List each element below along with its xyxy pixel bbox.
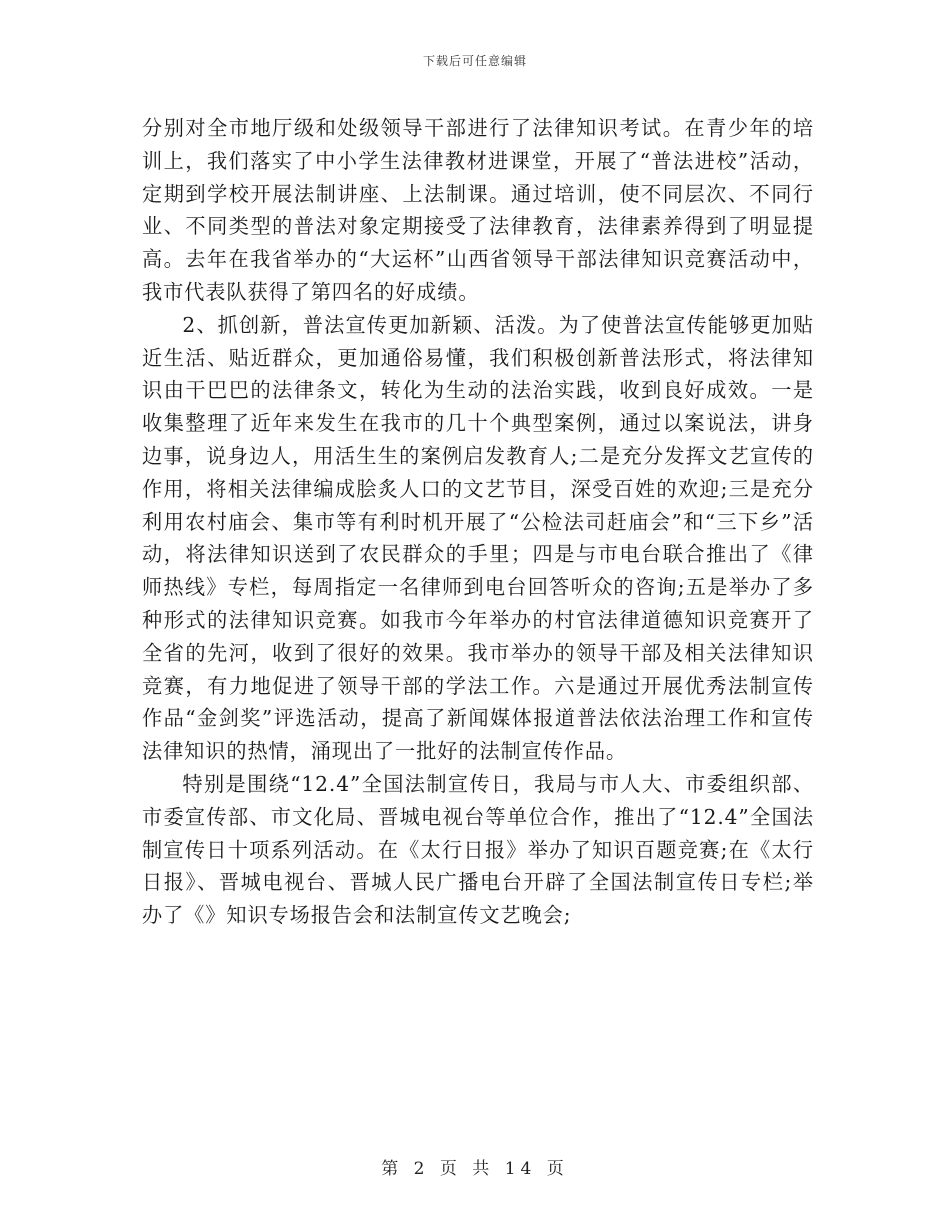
- document-body: [142, 112, 814, 932]
- paragraph-2: 2、抓创新，普法宣传更加新颖、活泼。为了使普法宣传能够更加贴近生活、贴近群众，更加通俗易懂，我们积极创新普法形式，将法律知识由干巴巴的法律条文，转化为生动的法治实践，收到良好成效。一是收集整理了近年来发生在我市的几十个典型案例，通过以案说法，讲身边事，说身边人，用活生生的案例启发教育人;二是充分发挥文艺宣传的作用，将相关法律编成脍炙人口的文艺节目，深受百姓的欢迎;三是充分利用农村庙会、集市等有利时机开展了“公检法司赶庙会”和“三下乡”活动，将法律知识送到了农民群众的手里；四是与市电台联合推出了《律师热线》专栏，每周指定一名律师到电台回答听众的咨询;五是举办了多种形式的法律知识竞赛。如我市今年举办的村官法律道德知识竞赛开了全省的先河，收到了很好的效果。我市举办的领导干部及相关法律知识竞赛，有力地促进了领导干部的学法工作。六是通过开展优秀法制宣传作品“金剑奖”评选活动，提高了新闻媒体报道普法依法治理工作和宣传法律知识的热情，涌现出了一批好的法制宣传作品。: [142, 312, 814, 764]
- page-number: 第 2 页 共 14 页: [381, 1159, 569, 1179]
- paragraph-1: 分别对全市地厅级和处级领导干部进行了法律知识考试。在青少年的培训上，我们落实了中小学生法律教材进课堂，开展了“普法进校”活动，定期到学校开展法制讲座、上法制课。通过培训，使不同层次、不同行业、不同类型的普法对象定期接受了法律教育，法律素养得到了明显提高。去年在我省举办的“大运杯”山西省领导干部法律知识竞赛活动中，我市代表队获得了第四名的好成绩。: [142, 116, 814, 304]
- paragraph-3: 特别是围绕“12.4”全国法制宣传日，我局与市人大、市委组织部、市委宣传部、市文化局、晋城电视台等单位合作，推出了“12.4”全国法制宣传日十项系列活动。在《太行日报》举办了知识百题竞赛;在《太行日报》、晋城电视台、晋城人民广播电台开辟了全国法制宣传日专栏;举办了《》知识专场报告会和法制宣传文艺晚会;: [142, 771, 814, 928]
- page-header: 下载后可任意编辑: [422, 54, 527, 68]
